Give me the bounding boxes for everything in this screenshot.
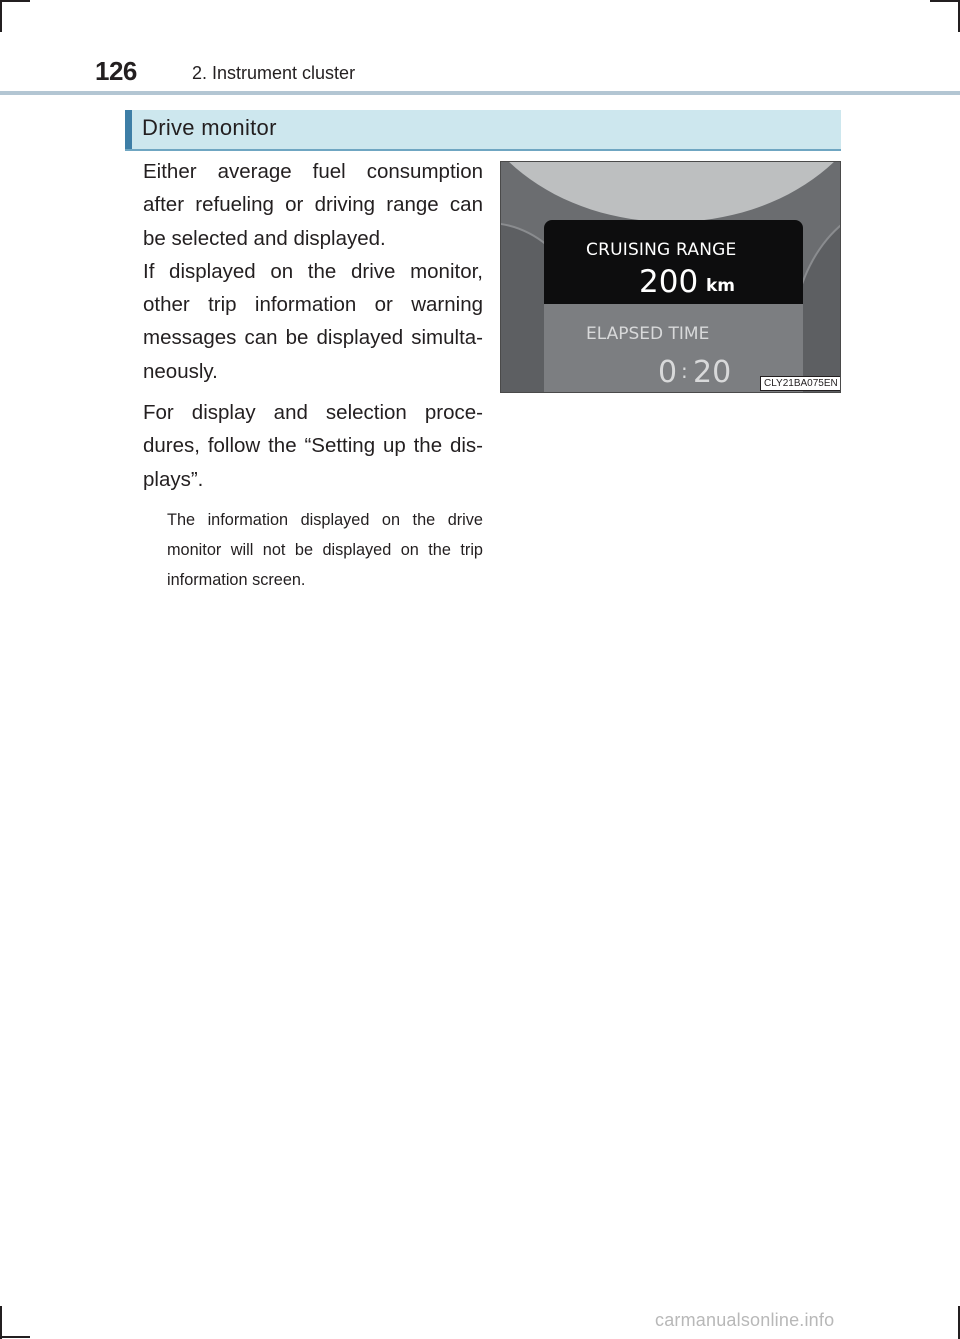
elapsed-time-separator: : <box>681 359 688 383</box>
section-heading-bar <box>125 110 841 151</box>
crop-mark-bottom-left-h <box>0 1336 30 1338</box>
cruising-range-unit: km <box>706 276 736 296</box>
page-number: 126 <box>95 56 137 86</box>
paragraph-average-fuel: Either average fuel consumption after refueling or driving range can be selected and displayed. <box>143 160 483 250</box>
body-text <box>143 155 483 496</box>
drive-monitor-illustration <box>500 161 841 393</box>
crop-mark-bottom-left-v <box>0 1306 2 1339</box>
cruising-range-label: CRUISING RANGE <box>586 240 737 260</box>
section-title: Drive monitor <box>142 115 277 140</box>
paragraph-drive-monitor: If displayed on the drive monitor, other trip information or warning messages can be displayed simulta-neously. <box>143 259 483 383</box>
header-rule <box>0 91 960 95</box>
paragraph-setting-up: For display and selection proce-dures, follow the “Setting up the dis-plays”. <box>143 401 483 491</box>
note-text: The information displayed on the drive monitor will not be displayed on the trip information screen. <box>167 511 483 589</box>
cruising-range-value: 200 <box>639 264 699 300</box>
elapsed-time-hours: 0 <box>658 355 678 390</box>
elapsed-time-minutes: 20 <box>693 355 732 390</box>
page-header <box>0 0 960 100</box>
section-accent <box>125 110 132 149</box>
elapsed-time-label: ELAPSED TIME <box>586 324 710 344</box>
chapter-title: 2. Instrument cluster <box>192 63 356 83</box>
figure-code: CLY21BA075EN <box>760 376 841 391</box>
cluster-bezel <box>500 161 841 222</box>
watermark: carmanualsonline.info <box>655 1310 835 1330</box>
